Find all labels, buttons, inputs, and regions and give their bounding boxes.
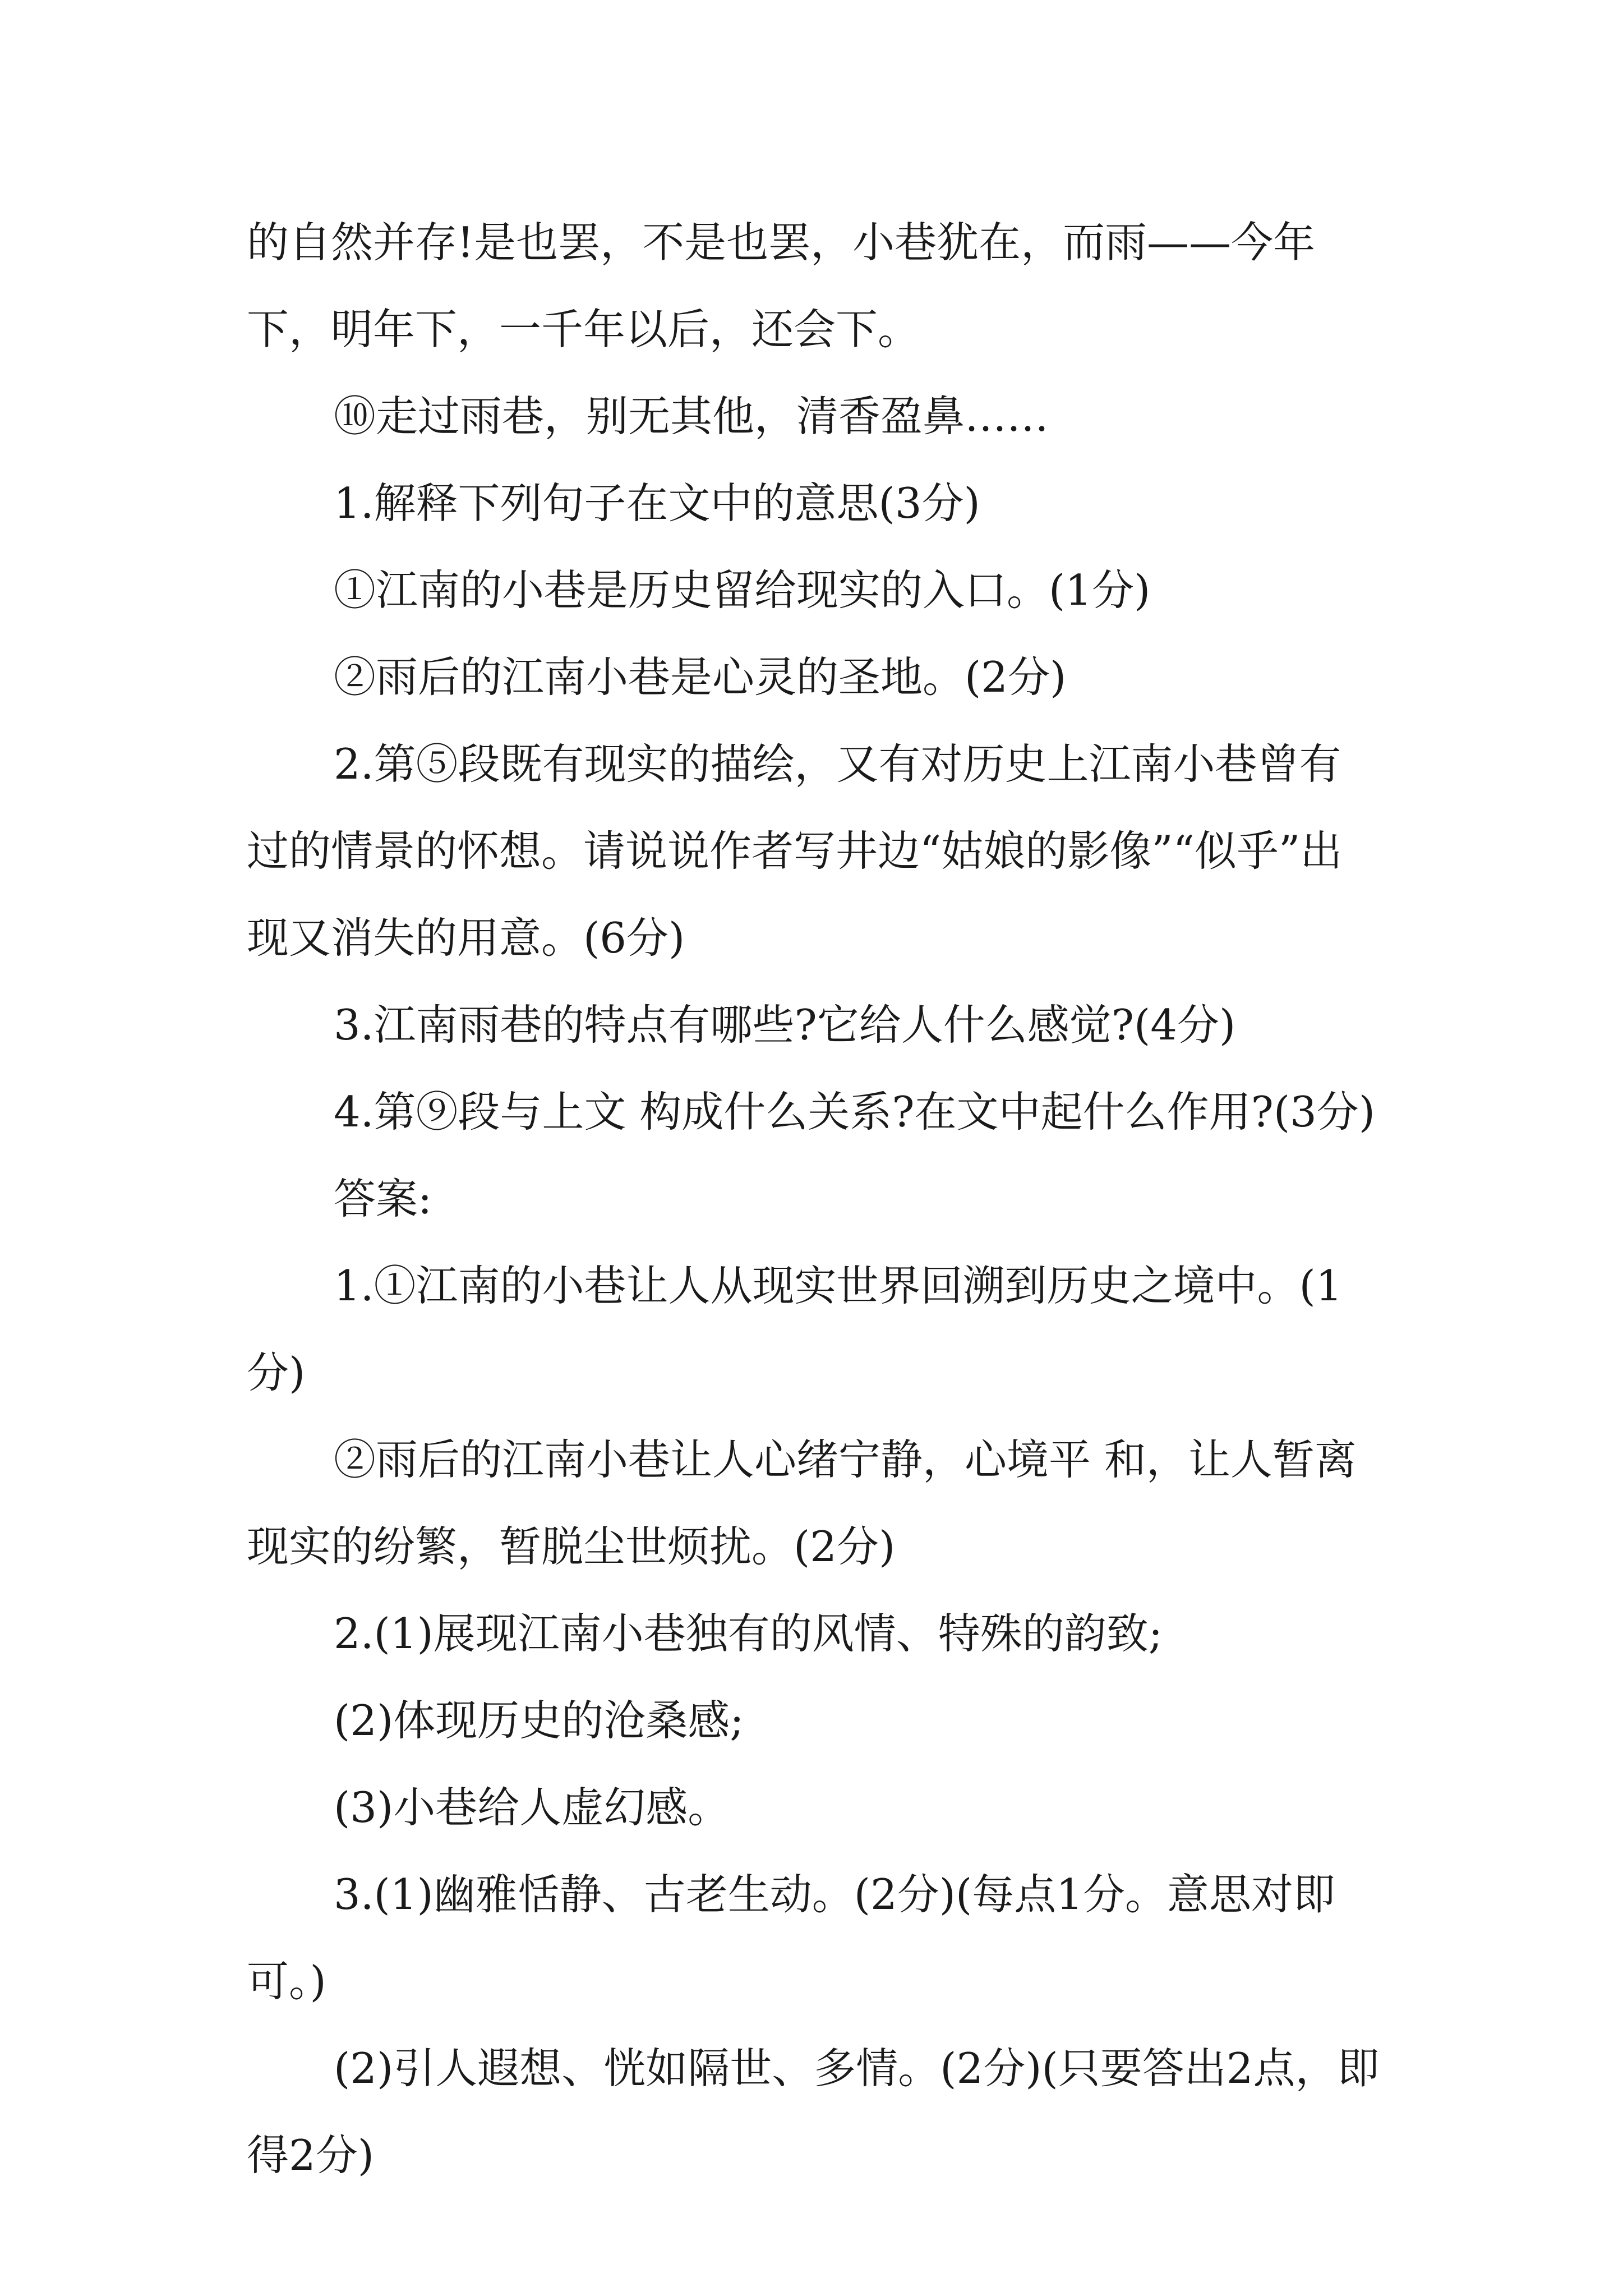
- question-1-item-1: ①江南的小巷是历史留给现实的入口。(1分): [334, 565, 1151, 615]
- question-2: 2.第⑤段既有现实的描绘，又有对历史上江南小巷曾有过的情景的怀想。请说说作者写井边“姑娘的影像”“似乎”出现又消失的用意。(6分): [247, 739, 1343, 963]
- document-body: [247, 199, 1380, 2199]
- answer-1-item-1: 1.①江南的小巷让人从现实世界回溯到历史之境中。(1分): [247, 1261, 1343, 1397]
- answer-2-item-2: (2)体现历史的沧桑感;: [334, 1696, 744, 1745]
- paragraph-continuation: 的自然并存!是也罢，不是也罢，小巷犹在，而雨——今年下，明年下，一千年以后，还会下。: [247, 218, 1316, 354]
- answer-3-item-1: 3.(1)幽雅恬静、古老生动。(2分)(每点1分。意思对即可。): [247, 1870, 1336, 2006]
- question-4: 4.第⑨段与上文 构成什么关系?在文中起什么作用?(3分): [334, 1087, 1376, 1137]
- question-1-item-2: ②雨后的江南小巷是心灵的圣地。(2分): [334, 652, 1067, 702]
- answer-2-item-3: (3)小巷给人虚幻感。: [334, 1783, 730, 1832]
- answer-3-item-2: (2)引人遐想、恍如隔世、多情。(2分)(只要答出2点，即得2分): [247, 2044, 1380, 2180]
- question-1: 1.解释下列句子在文中的意思(3分): [334, 478, 980, 528]
- question-3: 3.江南雨巷的特点有哪些?它给人什么感觉?(4分): [334, 1000, 1236, 1050]
- answer-1-item-2: ②雨后的江南小巷让人心绪宁静，心境平 和，让人暂离现实的纷繁，暂脱尘世烦扰。(2分): [247, 1435, 1357, 1571]
- answer-2-item-1: 2.(1)展现江南小巷独有的风情、特殊的韵致;: [334, 1609, 1163, 1658]
- answer-heading: 答案:: [334, 1174, 432, 1223]
- paragraph-10: ⑩走过雨巷，别无其他，清香盈鼻……: [334, 392, 1049, 441]
